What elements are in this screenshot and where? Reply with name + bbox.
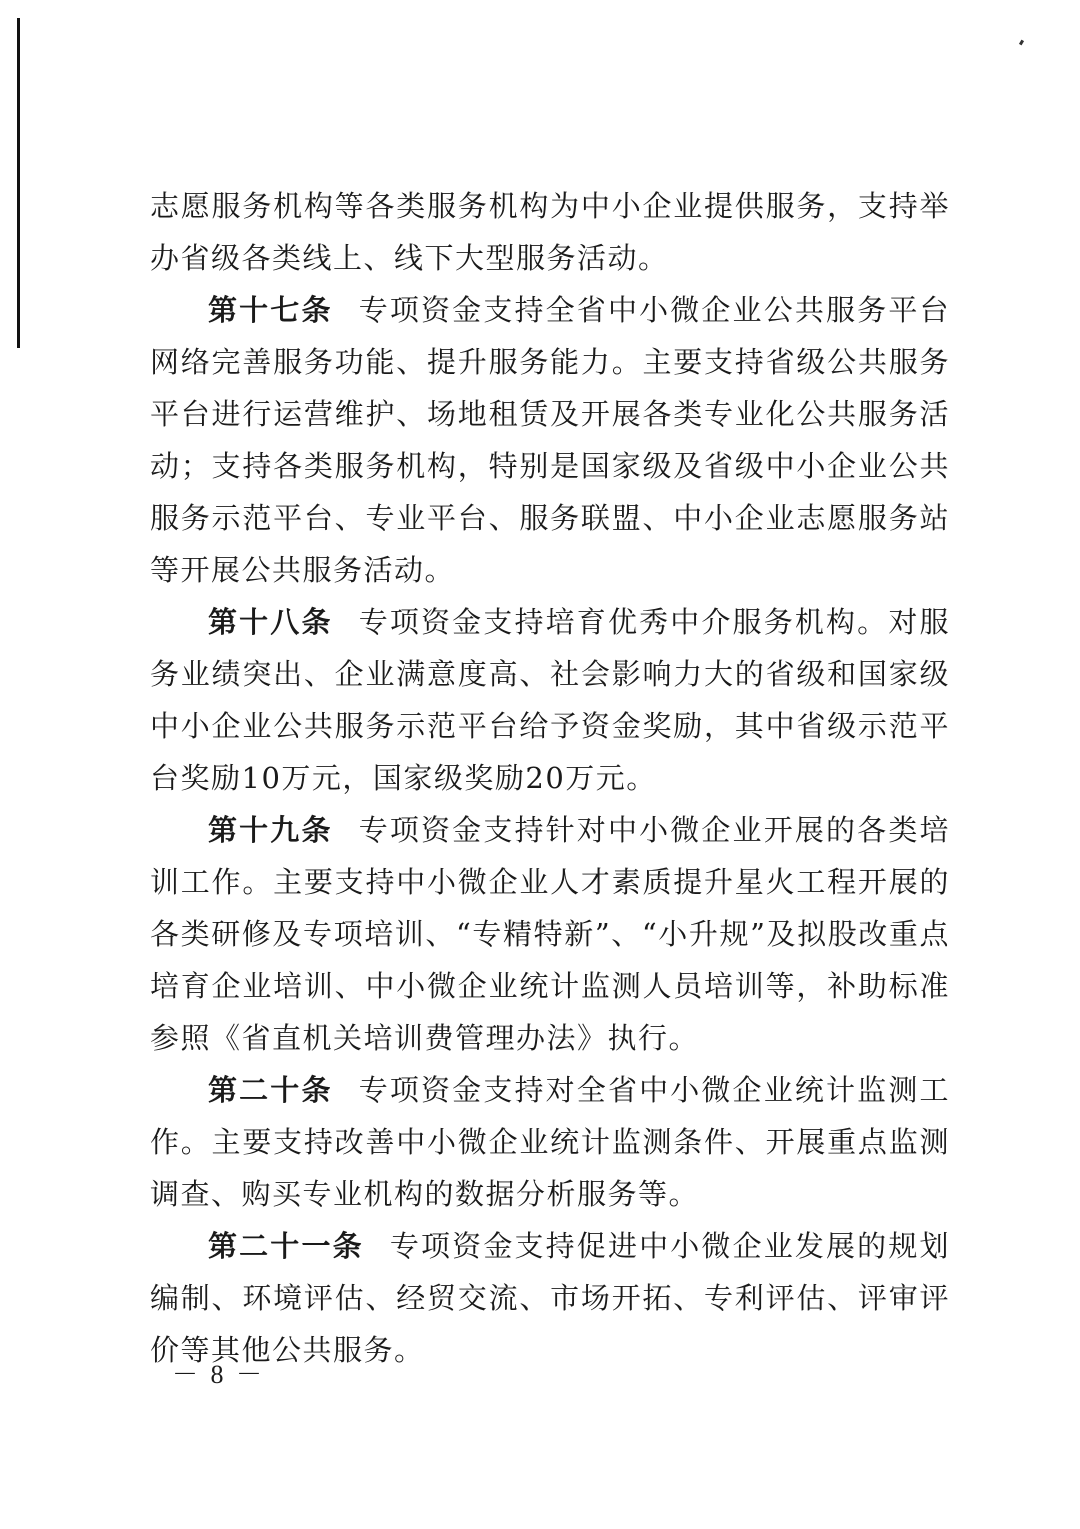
article-18 xyxy=(150,596,950,804)
article-text: 专项资金支持对全省中小微企业统计监测工作。主要支持改善中小微企业统计监测条件、开展重点监测调查、购买专业机构的数据分析服务等。 xyxy=(150,1073,950,1211)
article-text: 专项资金支持培育优秀中介服务机构。对服务业绩突出、企业满意度高、社会影响力大的省级和国家级中小企业公共服务示范平台给予资金奖励，其中省级示范平台奖励10万元，国家级奖励20万元。 xyxy=(150,605,950,795)
paragraph-continuation xyxy=(150,180,950,284)
article-text: 专项资金支持全省中小微企业公共服务平台网络完善服务功能、提升服务能力。主要支持省级公共服务平台进行运营维护、场地租赁及开展各类专业化公共服务活动；支持各类服务机构，特别是国家级及省级中小企业公共服务示范平台、专业平台、服务联盟、中小企业志愿服务站等开展公共服务活动。 xyxy=(150,293,950,587)
article-text: 专项资金支持针对中小微企业开展的各类培训工作。主要支持中小微企业人才素质提升星火工程开展的各类研修及专项培训、“专精特新”、“小升规”及拟股改重点培育企业培训、中小微企业统计监测人员培训等，补助标准参照《省直机关培训费管理办法》执行。 xyxy=(150,813,950,1055)
article-title: 第十八条 xyxy=(208,605,333,639)
scan-speck xyxy=(1019,40,1024,46)
article-17 xyxy=(150,284,950,596)
scan-edge-line xyxy=(17,18,20,348)
paragraph-text: 志愿服务机构等各类服务机构为中小企业提供服务，支持举办省级各类线上、线下大型服务活动。 xyxy=(150,189,950,275)
article-text: 专项资金支持促进中小微企业发展的规划编制、环境评估、经贸交流、市场开拓、专利评估、评审评价等其他公共服务。 xyxy=(150,1229,950,1367)
document-body xyxy=(150,180,950,1376)
article-title: 第十七条 xyxy=(208,293,333,327)
article-title: 第二十一条 xyxy=(208,1229,364,1263)
article-21 xyxy=(150,1220,950,1376)
article-title: 第二十条 xyxy=(208,1073,333,1107)
article-title: 第十九条 xyxy=(208,813,333,847)
article-19 xyxy=(150,804,950,1064)
page-number: － 8 － xyxy=(172,1360,266,1389)
article-20 xyxy=(150,1064,950,1220)
